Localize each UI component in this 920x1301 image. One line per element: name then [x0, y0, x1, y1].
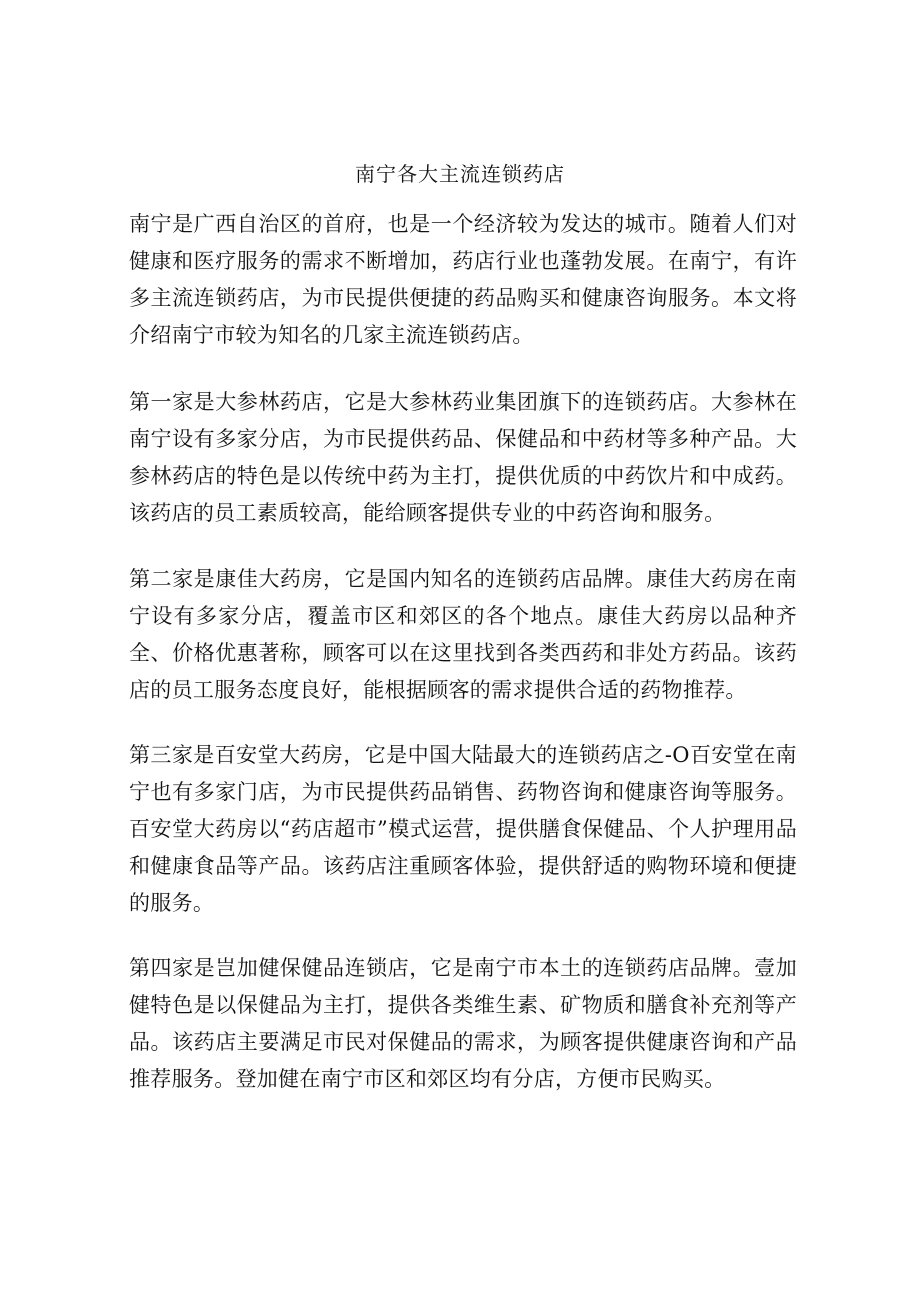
document-title: 南宁各大主流连锁药店	[355, 162, 565, 186]
paragraph-third-pharmacy: 第三家是百安堂大药房，它是中国大陆最大的连锁药店之-O百安堂在南宁也有多家门店，为市民提供药品销售、药物咨询和健康咨询等服务。百安堂大药房以“药店超市”模式运营，提供膳食保健品、个人护理用品和健康食品等产品。该药店注重顾客体验，提供舒适的购物环境和便捷的服务。	[129, 743, 797, 915]
paragraph-intro: 南宁是广西自治区的首府，也是一个经济较为发达的城市。随着人们对健康和医疗服务的需求不断增加，药店行业也蓬勃发展。在南宁，有许多主流连锁药店，为市民提供便捷的药品购买和健康咨询服务。本文将介绍南宁市较为知名的几家主流连锁药店。	[129, 212, 797, 347]
paragraph-fourth-pharmacy: 第四家是岂加健保健品连锁店，它是南宁市本土的连锁药店品牌。壹加健特色是以保健品为主打，提供各类维生素、矿物质和膳食补充剂等产品。该药店主要满足市民对保健品的需求，为顾客提供健康咨询和产品推荐服务。登加健在南宁市区和郊区均有分店，方便市民购买。	[129, 956, 797, 1091]
paragraph-first-pharmacy: 第一家是大参林药店，它是大参林药业集团旗下的连锁药店。大参林在南宁设有多家分店，为市民提供药品、保健品和中药材等多种产品。大参林药店的特色是以传统中药为主打，提供优质的中药饮片和中成药。该药店的员工素质较高，能给顾客提供专业的中药咨询和服务。	[129, 390, 797, 525]
paragraph-second-pharmacy: 第二家是康佳大药房，它是国内知名的连锁药店品牌。康佳大药房在南宁设有多家分店，覆盖市区和郊区的各个地点。康佳大药房以品种齐全、价格优惠著称，顾客可以在这里找到各类西药和非处方药品。该药店的员工服务态度良好，能根据顾客的需求提供合适的药物推荐。	[129, 567, 797, 702]
